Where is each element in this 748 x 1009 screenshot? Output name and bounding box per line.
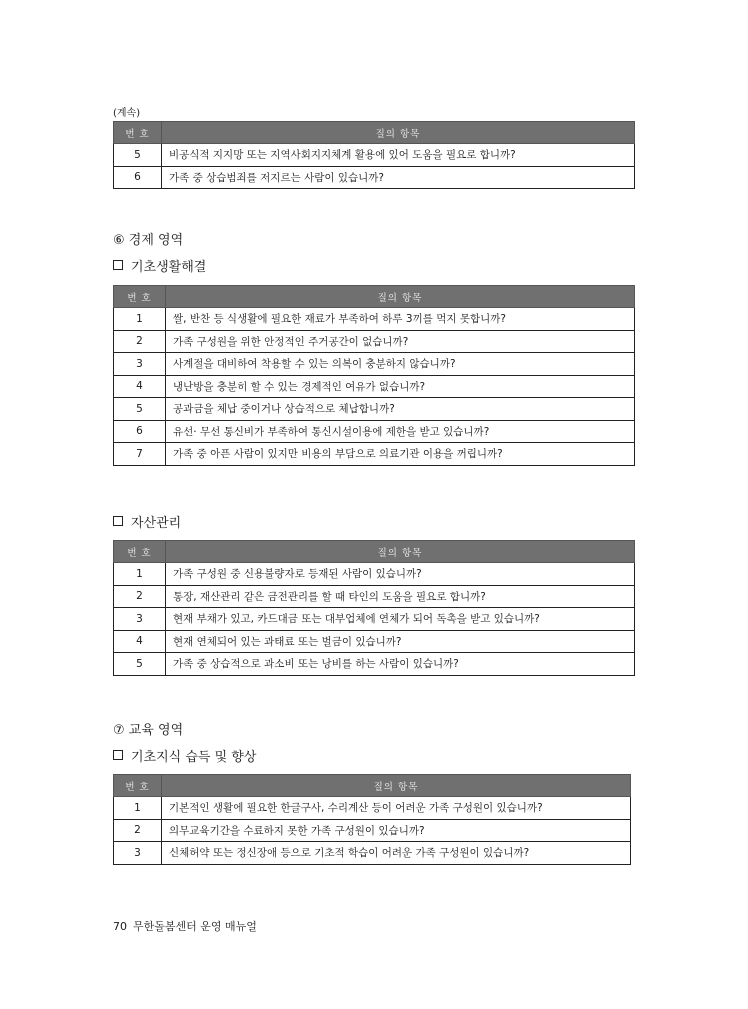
row-question: 통장, 재산관리 같은 금전관리를 할 때 타인의 도움을 필요로 합니까? <box>166 585 635 608</box>
table-row <box>114 353 635 376</box>
header-question: 질의 항목 <box>166 541 635 563</box>
table-row <box>114 563 635 586</box>
section-title-economy: ⑥ 경제 영역 <box>113 233 184 248</box>
table-row <box>114 608 635 631</box>
question-table-basic-living <box>113 285 635 466</box>
subsection-title: 기초지식 습득 및 향상 <box>131 750 257 765</box>
table-row <box>114 842 631 865</box>
table-row <box>114 630 635 653</box>
row-num: 4 <box>114 375 166 398</box>
question-table-basic-knowledge <box>113 774 631 865</box>
table-row <box>114 797 631 820</box>
row-num: 2 <box>114 819 162 842</box>
row-num: 5 <box>114 144 162 167</box>
table-row <box>114 585 635 608</box>
table-row <box>114 308 635 331</box>
question-table-asset-management <box>113 540 635 676</box>
page-footer <box>113 918 257 934</box>
subsection-title: 기초생활해결 <box>131 260 207 275</box>
row-question: 사계절을 대비하여 착용할 수 있는 의복이 충분하지 않습니까? <box>166 353 635 376</box>
subsection-title: 자산관리 <box>131 516 182 531</box>
header-question: 질의 항목 <box>166 286 635 308</box>
document-title: 무한돌봄센터 운영 매뉴얼 <box>133 920 257 933</box>
header-num: 번 호 <box>114 286 166 308</box>
row-question: 가족 중 아픈 사람이 있지만 비용의 부담으로 의료기관 이용을 꺼립니까? <box>166 443 635 466</box>
section-title-education: ⑦ 교육 영역 <box>113 723 184 738</box>
header-num: 번 호 <box>114 775 162 797</box>
row-num: 7 <box>114 443 166 466</box>
row-question: 기본적인 생활에 필요한 한글구사, 수리계산 등이 어려운 가족 구성원이 있습니까? <box>162 797 631 820</box>
header-num: 번 호 <box>114 122 162 144</box>
table-row <box>114 420 635 443</box>
subsection-asset-management <box>113 512 181 531</box>
row-num: 1 <box>114 308 166 331</box>
subsection-basic-living <box>113 256 206 275</box>
row-question: 현재 부채가 있고, 카드대금 또는 대부업체에 연체가 되어 독촉을 받고 있습니까? <box>166 608 635 631</box>
row-question: 현재 연체되어 있는 과태료 또는 벌금이 있습니까? <box>166 630 635 653</box>
page-number: 70 <box>113 920 127 933</box>
row-question: 가족 중 상습적으로 과소비 또는 낭비를 하는 사람이 있습니까? <box>166 653 635 676</box>
row-num: 6 <box>114 420 166 443</box>
header-question: 질의 항목 <box>162 775 631 797</box>
table-row <box>114 375 635 398</box>
row-num: 1 <box>114 563 166 586</box>
row-num: 5 <box>114 398 166 421</box>
row-num: 3 <box>114 842 162 865</box>
table-row <box>114 819 631 842</box>
table-row <box>114 166 635 189</box>
row-num: 3 <box>114 353 166 376</box>
row-question: 가족 구성원 중 신용불량자로 등재된 사람이 있습니까? <box>166 563 635 586</box>
row-question: 공과금을 체납 중이거나 상습적으로 체납합니까? <box>166 398 635 421</box>
question-table-continued <box>113 121 635 189</box>
subsection-basic-knowledge <box>113 746 256 765</box>
table-row <box>114 443 635 466</box>
row-question: 냉난방을 충분히 할 수 있는 경제적인 여유가 없습니까? <box>166 375 635 398</box>
row-num: 5 <box>114 653 166 676</box>
row-question: 비공식적 지지망 또는 지역사회지지체계 활용에 있어 도움을 필요로 합니까? <box>162 144 635 167</box>
row-question: 신체허약 또는 정신장애 등으로 기초적 학습이 어려운 가족 구성원이 있습니까? <box>162 842 631 865</box>
row-question: 유선· 무선 통신비가 부족하여 통신시설이용에 제한을 받고 있습니까? <box>166 420 635 443</box>
table-row <box>114 653 635 676</box>
row-num: 6 <box>114 166 162 189</box>
square-bullet-icon <box>113 750 123 760</box>
square-bullet-icon <box>113 260 123 270</box>
continued-label: (계속) <box>113 108 141 119</box>
row-num: 3 <box>114 608 166 631</box>
table-row <box>114 398 635 421</box>
row-question: 의무교육기간을 수료하지 못한 가족 구성원이 있습니까? <box>162 819 631 842</box>
row-num: 2 <box>114 585 166 608</box>
row-question: 가족 중 상습범죄를 저지르는 사람이 있습니까? <box>162 166 635 189</box>
header-question: 질의 항목 <box>162 122 635 144</box>
row-question: 쌀, 반찬 등 식생활에 필요한 재료가 부족하여 하루 3끼를 먹지 못합니까? <box>166 308 635 331</box>
table-row <box>114 144 635 167</box>
row-question: 가족 구성원을 위한 안정적인 주거공간이 없습니까? <box>166 330 635 353</box>
header-num: 번 호 <box>114 541 166 563</box>
row-num: 4 <box>114 630 166 653</box>
row-num: 1 <box>114 797 162 820</box>
square-bullet-icon <box>113 516 123 526</box>
table-row <box>114 330 635 353</box>
row-num: 2 <box>114 330 166 353</box>
